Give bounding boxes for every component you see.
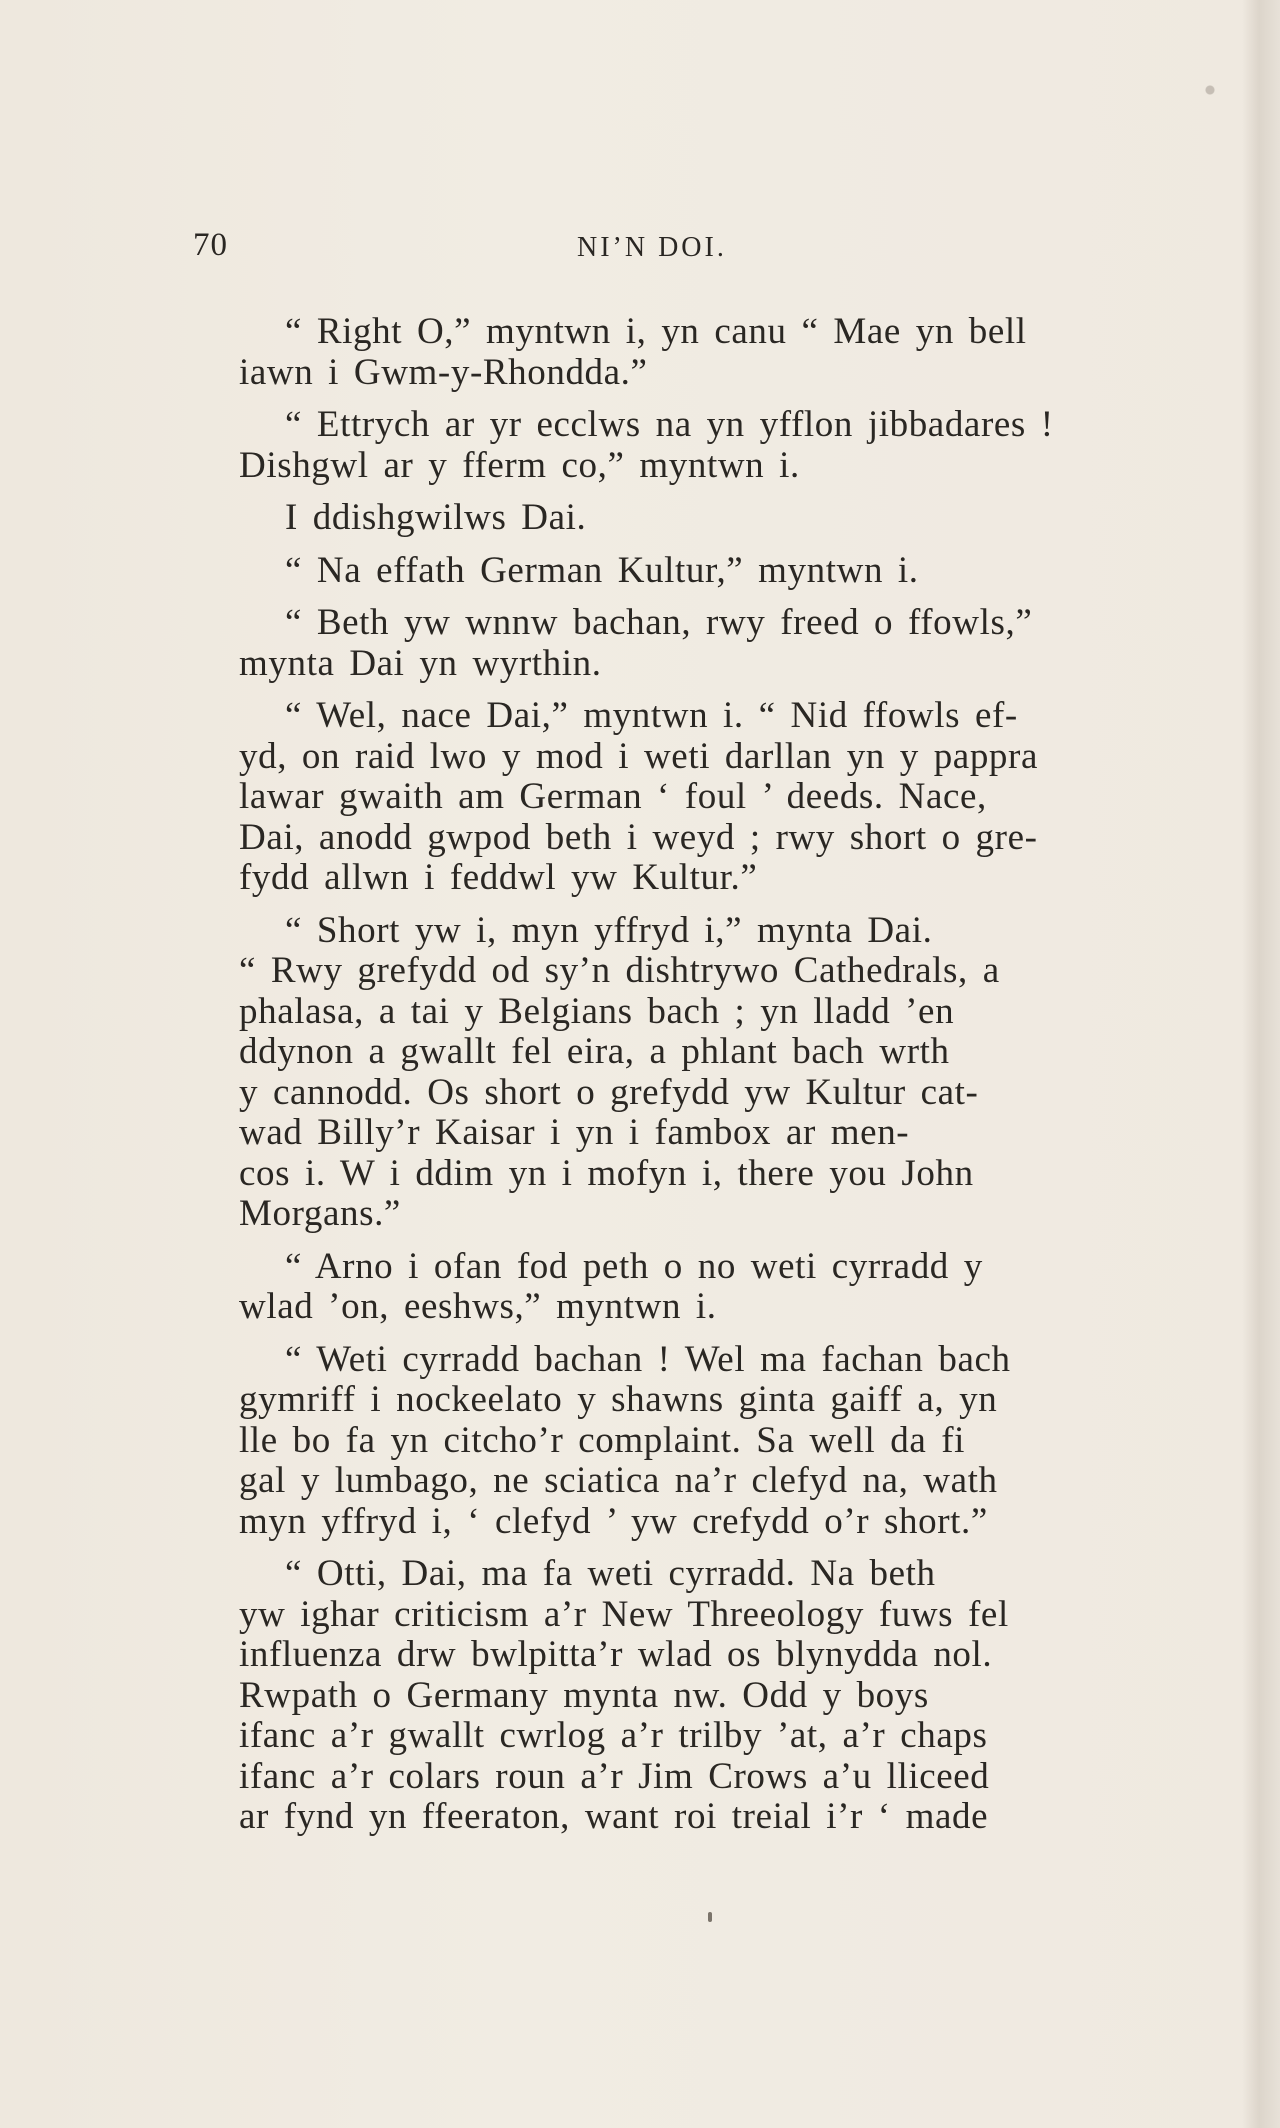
text-line: ifanc a’r gwallt cwrlog a’r trilby ’at, a’r chaps [239, 1715, 988, 1756]
text-line: I ddishgwilws Dai. [285, 497, 587, 538]
header-title: NI’N DOI. [577, 232, 727, 263]
text-line: “ Short yw i, myn yffryd i,” mynta Dai. [285, 909, 933, 951]
text-line: ar fynd yn ffeeraton, want roi treial i’r ‘ made [239, 1796, 989, 1837]
paragraph-3 [193, 498, 1208, 539]
running-head [193, 227, 1203, 277]
text-line: Morgans.” [239, 1193, 401, 1234]
text-line: Dishgwl ar y fferm co,” myntwn i. [239, 444, 800, 486]
text-line: cos i. W i ddim yn i mofyn i, there you John [239, 1152, 974, 1194]
text-line: yd, on raid lwo y mod i weti darllan yn y pappra [239, 735, 1038, 777]
text-line: gymriff i nockeelato y shawns ginta gaiff a, yn [239, 1379, 998, 1420]
print-mark [708, 1912, 712, 1922]
text-line: y cannodd. Os short o grefydd yw Kultur cat- [239, 1071, 979, 1113]
text-line: ddynon a gwallt fel eira, a phlant bach wrth [239, 1031, 950, 1072]
text-line: myn yffryd i, ‘ clefyd ’ yw crefydd o’r short.” [239, 1500, 988, 1542]
paragraph-1 [193, 312, 1208, 393]
text-line: “ Arno i ofan fod peth o no weti cyrradd y [285, 1245, 983, 1287]
text-line: iawn i Gwm-y-Rhondda.” [239, 351, 648, 393]
binding-shadow [1242, 0, 1280, 2128]
text-line: wad Billy’r Kaisar i yn i fambox ar men- [239, 1112, 910, 1153]
paragraph-5 [193, 603, 1208, 684]
paragraph-9 [193, 1340, 1208, 1543]
paragraph-10 [193, 1554, 1208, 1838]
text-line: yw ighar criticism a’r New Threeology fuws fel [239, 1593, 1009, 1635]
text-line: “ Beth yw wnnw bachan, rwy freed o ffowls,” [285, 602, 1033, 643]
paragraph-4 [193, 551, 1208, 592]
text-line: “ Right O,” myntwn i, yn canu “ Mae yn bell [285, 311, 1027, 352]
text-line: wlad ’on, eeshws,” myntwn i. [239, 1286, 717, 1327]
page-number: 70 [193, 227, 228, 263]
text-line: lle bo fa yn citcho’r complaint. Sa well da fi [239, 1419, 966, 1461]
text-line: lawar gwaith am German ‘ foul ’ deeds. Nace, [239, 776, 987, 817]
text-line: ifanc a’r colars roun a’r Jim Crows a’u lliceed [239, 1755, 990, 1797]
text-line: phalasa, a tai y Belgians bach ; yn lladd ’en [239, 990, 955, 1032]
text-line: gal y lumbago, ne sciatica na’r clefyd na, wath [239, 1460, 998, 1501]
paragraph-2 [193, 405, 1208, 486]
text-line: “ Otti, Dai, ma fa weti cyrradd. Na beth [285, 1553, 936, 1594]
text-line: “ Weti cyrradd bachan ! Wel ma fachan bach [285, 1338, 1011, 1380]
text-line: “ Wel, nace Dai,” myntwn i. “ Nid ffowls ef- [285, 695, 1018, 736]
text-line: Rwpath o Germany mynta nw. Odd y boys [239, 1674, 929, 1716]
paragraph-8 [193, 1247, 1208, 1328]
text-line: influenza drw bwlpitta’r wlad os blynydda nol. [239, 1634, 993, 1675]
text-line: “ Na effath German Kultur,” myntwn i. [285, 549, 919, 591]
text-line: mynta Dai yn wyrthin. [239, 642, 602, 684]
text-line: “ Rwy grefydd od sy’n dishtrywo Cathedrals, a [239, 950, 1000, 991]
text-line: “ Ettrych ar yr ecclws na yn yfflon jibbadares ! [285, 404, 1054, 445]
text-line: Dai, anodd gwpod beth i weyd ; rwy short o gre- [239, 816, 1038, 858]
paragraph-6 [193, 696, 1208, 899]
text-line: fydd allwn i feddwl yw Kultur.” [239, 857, 758, 898]
main-text [193, 312, 1208, 1838]
paragraph-7 [193, 911, 1208, 1235]
